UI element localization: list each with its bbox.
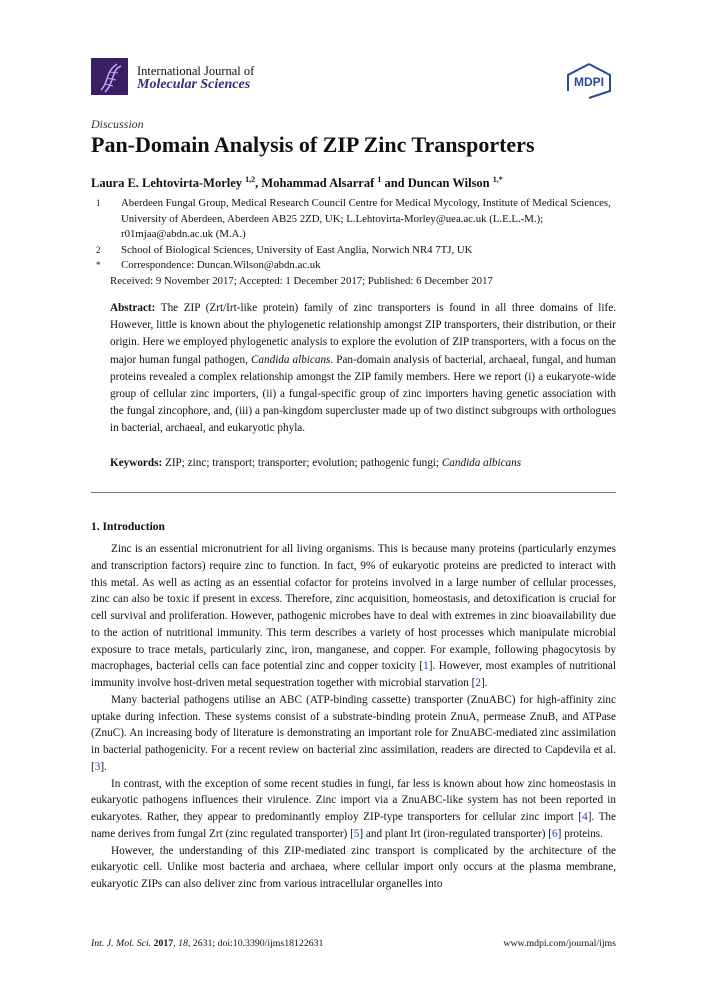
abstract-text-1: The ZIP (Zrt/Irt-like protein) family of zinc transporters is found in all three domains of life. However, little is known about the phylogenetic relationship amongst ZIP transporters, their distribution, or their origin. Here we employed phylogenetic analysis to explore the evolution of ZIP transporters, with a focus on the major human fungal pathogen, bbox=[110, 302, 616, 366]
mdpi-logo bbox=[566, 63, 612, 104]
article-title: Pan-Domain Analysis of ZIP Zinc Transporters bbox=[91, 132, 535, 157]
citation-link[interactable]: 2 bbox=[475, 677, 481, 689]
affiliation-mark: 1 bbox=[96, 198, 101, 208]
affiliation bbox=[91, 258, 616, 274]
introduction-body bbox=[91, 541, 616, 893]
citation-link[interactable]: 1 bbox=[423, 660, 429, 673]
paragraph bbox=[91, 541, 616, 692]
citation-link[interactable]: 5 bbox=[353, 827, 360, 840]
page-footer bbox=[91, 938, 616, 949]
journal-logo bbox=[91, 58, 128, 95]
paragraph-text: ] proteins. bbox=[557, 827, 603, 840]
affiliation-text: School of Biological Sciences, University of East Anglia, Norwich NR4 7TJ, UK bbox=[121, 243, 473, 256]
journal-name-line2: Molecular Sciences bbox=[137, 77, 251, 92]
author-separator: and bbox=[381, 176, 408, 190]
publisher-name: MDPI bbox=[574, 75, 604, 89]
abstract-text-2: . Pan-domain analysis of bacterial, archaeal, fungal, and human proteins revealed a complex relationship amongst the ZIP family members. Here we report (i) a eukaryote-wide group of cellular zinc importers, (ii) a fungal-specific group of zinc importers having genetic association with the fungal zincophore, and, (iii) a pan-kingdom supercluster made up of two distinct subgroups with orthologues in bacterial, archaeal, and eukaryotic phyla. bbox=[110, 353, 617, 435]
journal-name bbox=[137, 64, 254, 92]
paragraph bbox=[91, 776, 616, 843]
article-type: Discussion bbox=[91, 117, 144, 131]
citation-link[interactable]: 6 bbox=[551, 827, 558, 840]
affiliation-mark: * bbox=[96, 260, 101, 270]
keywords-species: Candida albicans bbox=[441, 457, 522, 469]
author-affiliation-mark: 1,2 bbox=[245, 174, 256, 184]
journal-url[interactable]: www.mdpi.com/journal/ijms bbox=[503, 938, 616, 949]
abstract-species: Candida albicans bbox=[250, 353, 331, 366]
keywords-label: Keywords: bbox=[110, 457, 163, 469]
affiliation-text: Aberdeen Fungal Group, Medical Research Council Centre for Medical Mycology, Institute of Medical Sciences, University of Aberdeen, Aberdeen AB25 2ZD, UK; L.Lehtovirta-Morley@uea.ac.uk (L.E.L.-M.); r01mjaa@abdn.ac.uk (M.A.) bbox=[121, 197, 611, 240]
author-name: Mohammad Alsarraf bbox=[261, 176, 375, 190]
paragraph-text: ] and plant Irt (iron-regulated transporter) [ bbox=[359, 827, 552, 840]
year: 2017 bbox=[153, 938, 174, 949]
paragraph-text: ]. The name derives from fungal Zrt (zinc regulated transporter) [ bbox=[91, 811, 616, 840]
affiliation bbox=[91, 243, 616, 259]
keywords-text: ZIP; zinc; transport; transporter; evolution; pathogenic fungi; bbox=[162, 457, 442, 469]
paragraph-text: ]. bbox=[480, 677, 488, 689]
volume: 18 bbox=[178, 938, 188, 949]
author-name: Laura E. Lehtovirta-Morley bbox=[91, 176, 243, 190]
journal-name-line1: International Journal of bbox=[137, 64, 255, 78]
abstract-label: Abstract: bbox=[110, 302, 156, 314]
author-affiliation-mark: 1 bbox=[377, 174, 382, 184]
citation: Int. J. Mol. Sci. 2017, 18, 2631; doi:10.3390/ijms18122631 bbox=[91, 938, 324, 949]
author-separator: , bbox=[255, 176, 262, 190]
author-list bbox=[91, 176, 503, 191]
affiliation bbox=[91, 196, 616, 243]
affiliations bbox=[91, 196, 616, 274]
section-heading: 1. Introduction bbox=[91, 521, 165, 533]
paragraph bbox=[91, 692, 616, 776]
affiliation-mark: 2 bbox=[96, 244, 101, 255]
author-affiliation-mark: 1,* bbox=[492, 174, 503, 184]
paragraph-text: Zinc is an essential micronutrient for all living organisms. This is because many proteins (particularly enzymes and transcription factors) require zinc to function. In fact, 9% of eukaryotic proteins are predicted to interact with this metal. As well as acting as an essential cofactor for proteins involved in a large number of cellular processes, zinc can also be toxic if present in excess. Therefore, zinc acquisition, homeostasis, and detoxification is crucial for cell survival and proliferation. However, pathogenic microbes have to deal with extremes in zinc bioavailability due to the action of nutritional immunity. This term describes a variety of host processes which manipulate microbial exposure to trace metals, particularly zinc, iron, manganese, and copper. For example, following phagocytosis by macrophages, bacterial cells can face potential zinc and copper toxicity [ bbox=[91, 543, 616, 673]
author-name: Duncan Wilson bbox=[407, 176, 490, 190]
divider bbox=[91, 492, 616, 493]
citation-link[interactable]: 4 bbox=[582, 811, 588, 823]
paragraph bbox=[91, 843, 616, 893]
paragraph-text: ]. However, most examples of nutritional immunity involve host-driven metal sequestration together with microbial starvation [ bbox=[91, 660, 616, 689]
citation-link[interactable]: 3 bbox=[94, 760, 101, 773]
abstract bbox=[110, 300, 616, 438]
dna-icon bbox=[91, 58, 128, 95]
paragraph-text: In contrast, with the exception of some recent studies in fungi, far less is known about how zinc homeostasis in eukaryotic pathogens influences their virulence. Zinc import via a ZnuABC-like system has not been reported in eukaryotes. Rather, they appear to predominantly employ ZIP-type transporters for cellular zinc import [ bbox=[91, 777, 616, 823]
paragraph-text: Many bacterial pathogens utilise an ABC (ATP-binding cassette) transporter (ZnuABC) for high-affinity zinc uptake during infection. These systems consist of a substrate-binding protein ZnuA, permease ZnuB, and ATPase (ZnuC). An increasing body of literature is demonstrating an important role for ZnuABC-mediated zinc assimilation in bacterial pathogenicity. For a recent review on bacterial zinc assimilation, readers are directed to Capdevila et al. [ bbox=[91, 693, 616, 773]
paragraph-text: ]. bbox=[100, 760, 107, 773]
journal-abbrev: Int. J. Mol. Sci. bbox=[91, 938, 152, 949]
doi[interactable]: , 2631; doi:10.3390/ijms18122631 bbox=[187, 938, 324, 949]
affiliation-text: Correspondence: Duncan.Wilson@abdn.ac.uk bbox=[121, 259, 321, 271]
publication-dates: Received: 9 November 2017; Accepted: 1 December 2017; Published: 6 December 2017 bbox=[110, 275, 493, 287]
keywords bbox=[110, 457, 616, 469]
paragraph-text: However, the understanding of this ZIP-mediated zinc transport is complicated by the architecture of the eukaryotic cell. Unlike most bacteria and archaea, where cellular import only occurs at the plasma membrane, eukaryotic ZIPs can also deliver zinc from various intracellular organelles into bbox=[91, 844, 616, 890]
